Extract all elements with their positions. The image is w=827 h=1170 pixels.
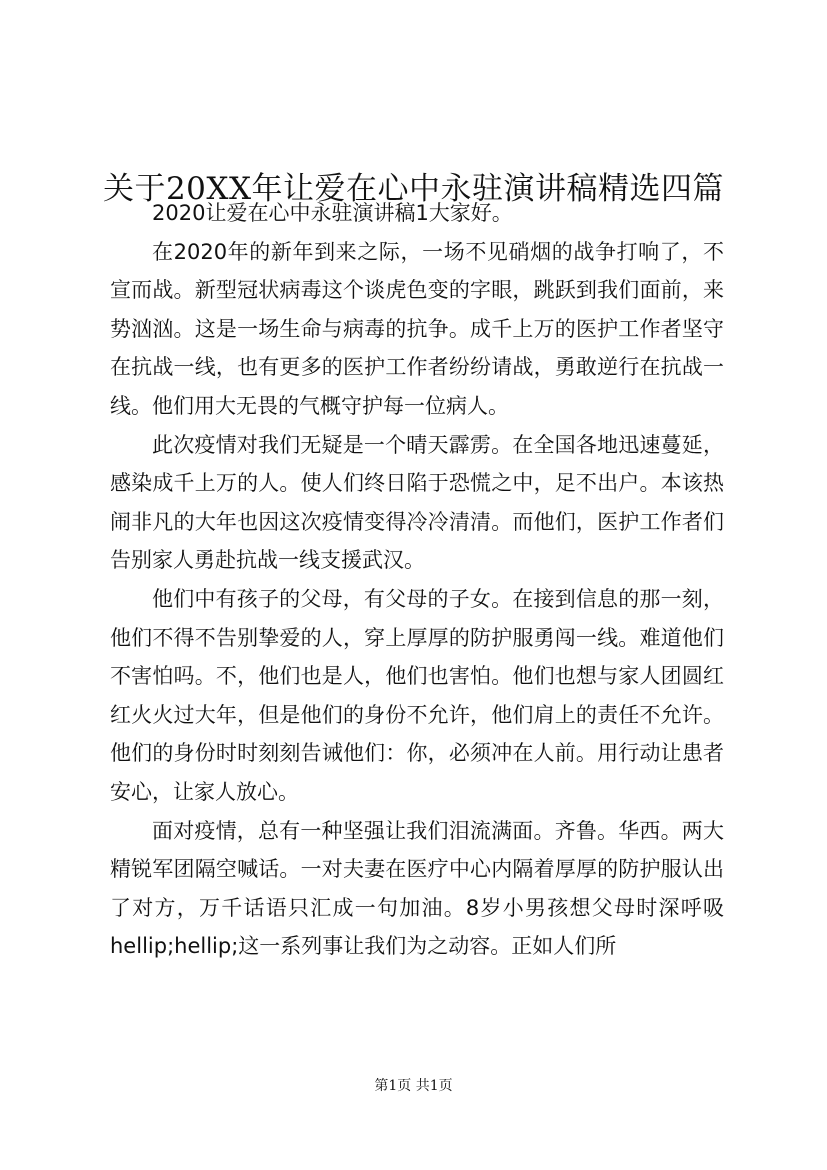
paragraph: 他们中有孩子的父母，有父母的子女。在接到信息的那一刻，他们不得不告别挚爱的人，穿上厚厚的防护服勇闯一线。难道他们不害怕吗。不，他们也是人，他们也害怕。他们也想与家人团圆红红火火过大年，但是他们的身份不允许，他们肩上的责任不允许。他们的身份时时刻刻告诫他们：你，必须冲在人前。用行动让患者安心，让家人放心。	[110, 586, 724, 804]
paragraph: 面对疫情，总有一种坚强让我们泪流满面。齐鲁。华西。两大精锐军团隔空喊话。一对夫妻在医疗中心内隔着厚厚的防护服认出了对方，万千话语只汇成一句加油。8岁小男孩想父母时深呼吸 hellip;hellip;这一系列事让我们为之动容。正如人们所	[110, 818, 724, 959]
document-body	[110, 194, 724, 966]
document-title: 关于20XX年让爱在心中永驻演讲稿精选四篇	[102, 170, 725, 207]
paragraph: 在2020年的新年到来之际，一场不见硝烟的战争打响了，不宣而战。新型冠状病毒这个谈虎色变的字眼，跳跃到我们面前，来势汹汹。这是一场生命与病毒的抗争。成千上万的医护工作者坚守在抗战一线，也有更多的医护工作者纷纷请战，勇敢逆行在抗战一线。他们用大无畏的气概守护每一位病人。	[110, 239, 724, 418]
paragraph: 此次疫情对我们无疑是一个晴天霹雳。在全国各地迅速蔓延，感染成千上万的人。使人们终日陷于恐慌之中，足不出户。本该热闹非凡的大年也因这次疫情变得冷冷清清。而他们，医护工作者们告别家人勇赴抗战一线支援武汉。	[110, 432, 724, 573]
page-footer: 第1页 共1页	[374, 1078, 453, 1094]
paragraph: 2020让爱在心中永驻演讲稿1大家好。	[152, 201, 513, 225]
